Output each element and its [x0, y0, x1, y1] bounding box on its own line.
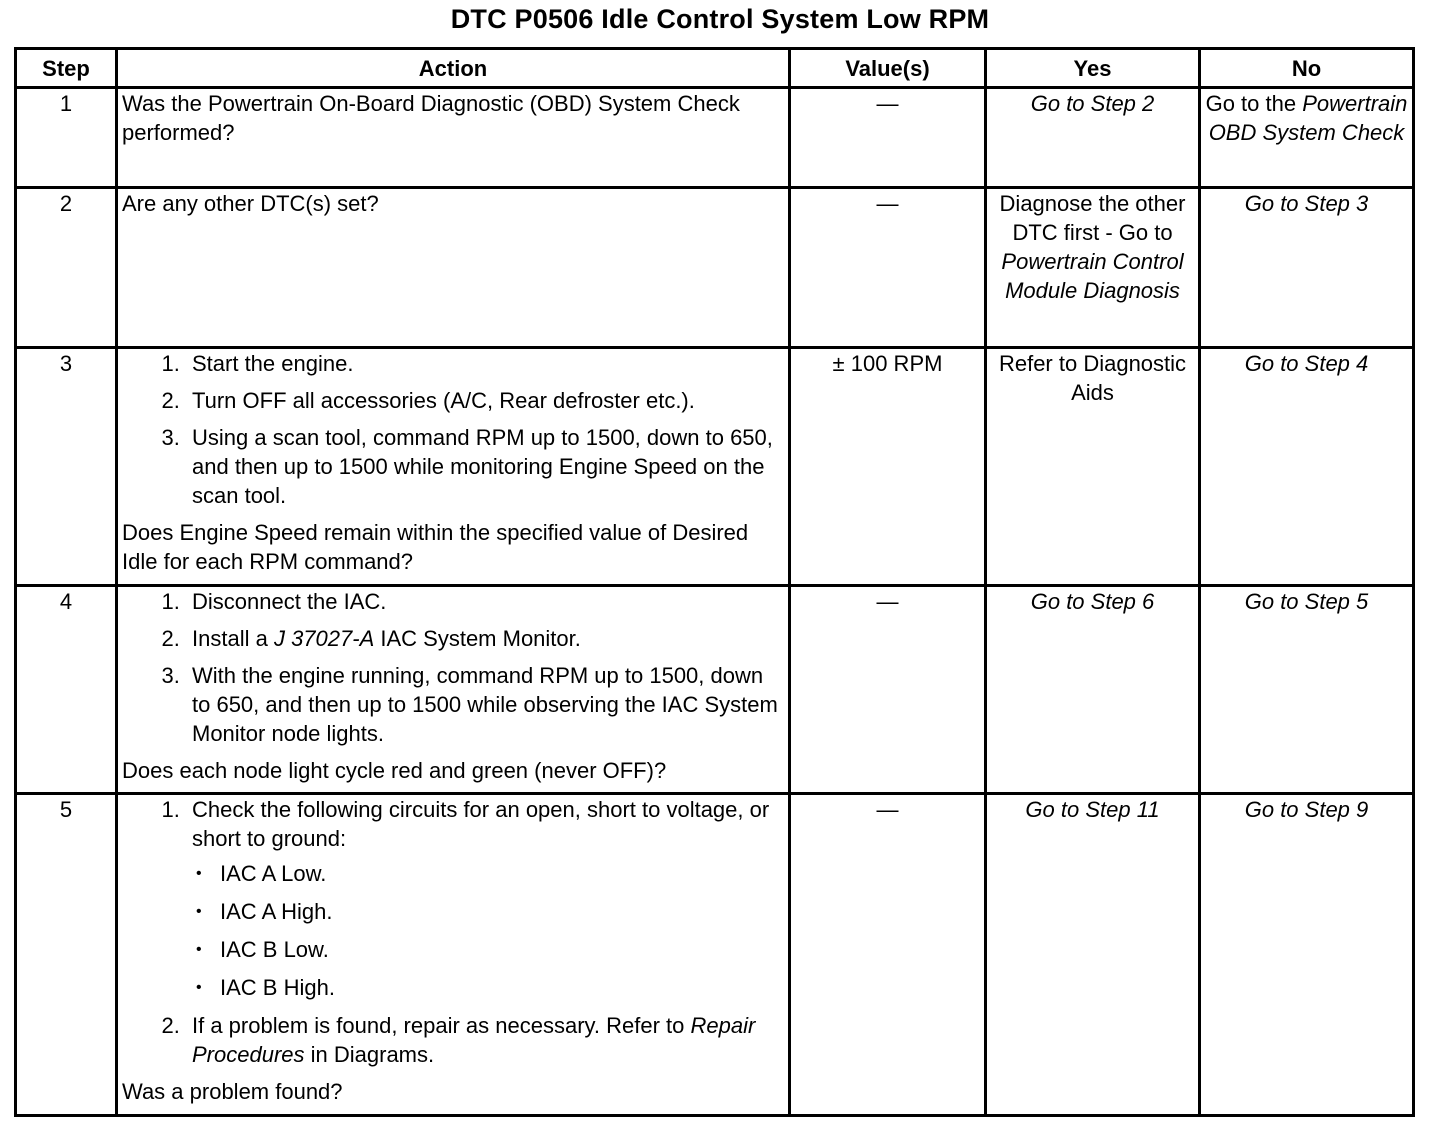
page-title: DTC P0506 Idle Control System Low RPM	[450, 4, 990, 34]
header-action: Action	[117, 49, 790, 88]
action-step-text: in Diagrams.	[310, 1042, 435, 1067]
value-cell	[790, 88, 986, 188]
action-cell	[117, 188, 790, 348]
action-step: 3. With the engine running, command RPM up to 1500, down to 650, and then up to 1500 while observing the IAC System Monitor node lights.	[186, 661, 784, 748]
table-row	[16, 794, 1414, 1116]
action-step	[186, 1011, 784, 1069]
no-link: Powertrain OBD System Check	[1208, 91, 1408, 145]
value-cell	[790, 188, 986, 348]
question-text: Was a problem found?	[122, 1079, 343, 1104]
question-text: Was the Powertrain On-Board Diagnostic (OBD) System Check performed?	[122, 91, 740, 145]
no-cell: Go to Step 5	[1200, 586, 1414, 794]
value-text: —	[876, 191, 899, 216]
question-text: Does Engine Speed remain within the specified value of Desired Idle for each RPM command?	[122, 520, 749, 574]
step-number: 2	[16, 188, 117, 348]
value-cell	[790, 586, 986, 794]
tool-number: J 37027-A	[273, 626, 375, 651]
circuit-item: • IAC A High.	[220, 897, 784, 926]
header-value: Value(s)	[790, 49, 986, 88]
step-number: 4	[16, 586, 117, 794]
action-step: 3. Using a scan tool, command RPM up to 1500, down to 650, and then up to 1500 while monitoring Engine Speed on the scan tool.	[186, 423, 784, 510]
action-steps	[122, 587, 784, 748]
yes-cell	[986, 188, 1200, 348]
action-step-text: IAC System Monitor.	[380, 626, 581, 651]
question-text: Are any other DTC(s) set?	[122, 191, 379, 216]
yes-link: Powertrain Control Module Diagnosis	[1001, 249, 1184, 303]
value-text: —	[876, 797, 899, 822]
value-cell: ± 100 RPM	[790, 348, 986, 586]
yes-cell: Go to Step 11	[986, 794, 1200, 1116]
table-row	[16, 586, 1414, 794]
header-no: No	[1200, 49, 1414, 88]
no-cell: Go to Step 4	[1200, 348, 1414, 586]
yes-cell: Refer to Diagnostic Aids	[986, 348, 1200, 586]
yes-cell: Go to Step 6	[986, 586, 1200, 794]
no-prefix: Go to the	[1205, 91, 1297, 116]
circuit-item: • IAC A Low.	[220, 859, 784, 888]
value-text: —	[876, 91, 899, 116]
action-step: 2. Turn OFF all accessories (A/C, Rear defroster etc.).	[186, 386, 784, 415]
yes-cell: Go to Step 2	[986, 88, 1200, 188]
header-row	[16, 49, 1414, 88]
repair-procedures-ref: Repair Procedures	[192, 1013, 756, 1067]
diagnostic-table	[14, 47, 1415, 1117]
yes-prefix: Diagnose the other DTC first - Go to	[999, 191, 1186, 245]
no-cell: Go to Step 9	[1200, 794, 1414, 1116]
question-text: Does each node light cycle red and green (never OFF)?	[122, 758, 667, 783]
action-cell	[117, 586, 790, 794]
action-step: 1. Start the engine.	[186, 349, 784, 378]
value-text: —	[876, 589, 899, 614]
no-cell: Go to Step 3	[1200, 188, 1414, 348]
action-cell	[117, 348, 790, 586]
action-step: 1. Disconnect the IAC.	[186, 587, 784, 616]
step-number: 3	[16, 348, 117, 586]
circuit-item: • IAC B High.	[220, 973, 784, 1002]
circuit-list	[192, 859, 784, 1002]
action-step	[186, 795, 784, 1002]
circuit-item: • IAC B Low.	[220, 935, 784, 964]
header-step: Step	[16, 49, 117, 88]
action-step-text: 1. Check the following circuits for an open, short to voltage, or short to ground:	[192, 797, 770, 851]
header-yes: Yes	[986, 49, 1200, 88]
action-steps	[122, 349, 784, 510]
action-step-text: Install a	[192, 626, 268, 651]
action-cell	[117, 794, 790, 1116]
no-cell	[1200, 88, 1414, 188]
step-number: 1	[16, 88, 117, 188]
action-steps	[122, 795, 784, 1069]
table-row	[16, 88, 1414, 188]
action-step	[186, 624, 784, 653]
table-row	[16, 188, 1414, 348]
value-cell	[790, 794, 986, 1116]
action-step-text: If a problem is found, repair as necessary. Refer to	[192, 1013, 685, 1038]
step-number: 5	[16, 794, 117, 1116]
table-row	[16, 348, 1414, 586]
action-cell	[117, 88, 790, 188]
